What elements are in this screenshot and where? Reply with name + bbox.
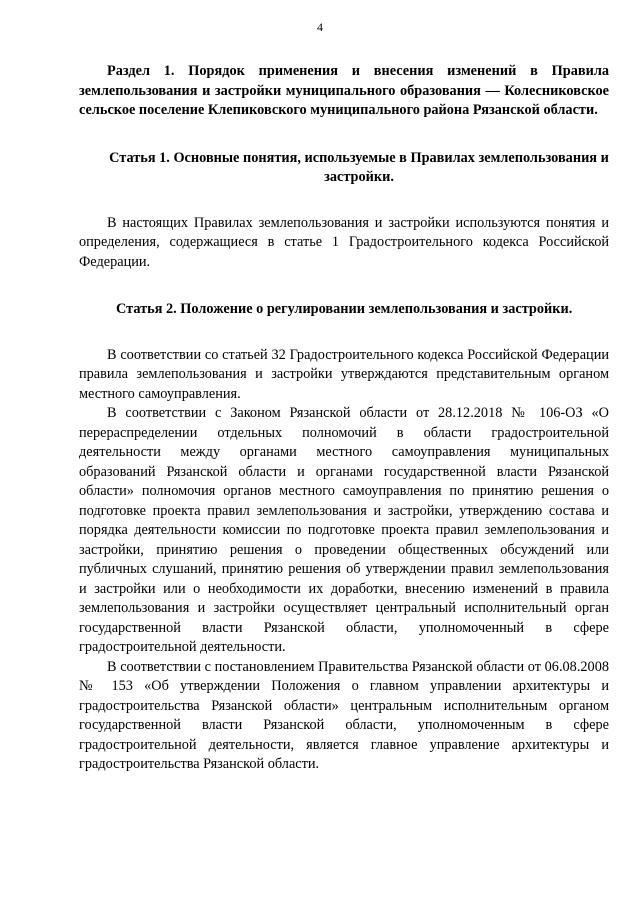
article-2-paragraph-3: В соответствии с постановлением Правительства Рязанской области от 06.08.2008 № 153 «Об утверждении Положения о главном управлении архитектуры и градостроительства Рязанской области» центральным исполнительным органом государственной власти Рязанской области, уполномоченным в сфере градостроительной деятельности, является главное управление архитектуры и градостроительства Рязанской области. [79,658,609,772]
article-1-heading: Статья 1. Основные понятия, используемые в Правилах землепользования и застройки. [109,149,609,185]
article-2-paragraph-1: В соответствии со статьей 32 Градостроительного кодекса Российской Федерации правила землепользования и застройки утверждаются представительным органом местного самоуправления. [79,346,609,402]
article-2-paragraph-2: В соответствии с Законом Рязанской области от 28.12.2018 № 106-ОЗ «О перераспределении отдельных полномочий в области градостроительной деятельности между органами местного самоуправления муниципальных образований Рязанской области и органами государственной власти Рязанской области» полномочия органов местного самоуправления по принятию решения о подготовке проекта правил землепользования и застройки, утверждению состава и порядка деятельности комиссии по подготовке проекта правил землепользования и застройки, принятию решения о проведении общественных обсуждений или публичных слушаний, принятию решения об утверждении правил землепользования и застройки или о необходимости их доработки, внесению изменений в правила землепользования и застройки осуществляет центральный исполнительный орган государственной власти Рязанской области, уполномоченный в сфере градостроительной деятельности. [79,405,609,655]
page-number: 4 [317,20,323,34]
section-heading: Раздел 1. Порядок применения и внесения изменений в Правила землепользования и застройки муниципального образования — Колесниковское сельское поселение Клепиковского муниципального района Рязанской области. [79,63,609,118]
article-1-paragraph: В настоящих Правилах землепользования и застройки используются понятия и определения, содержащиеся в статье 1 Градостроительного кодекса Российской Федерации. [79,214,609,270]
article-2-heading: Статья 2. Положение о регулировании землепользования и застройки. [116,301,573,317]
document-body [79,62,609,775]
